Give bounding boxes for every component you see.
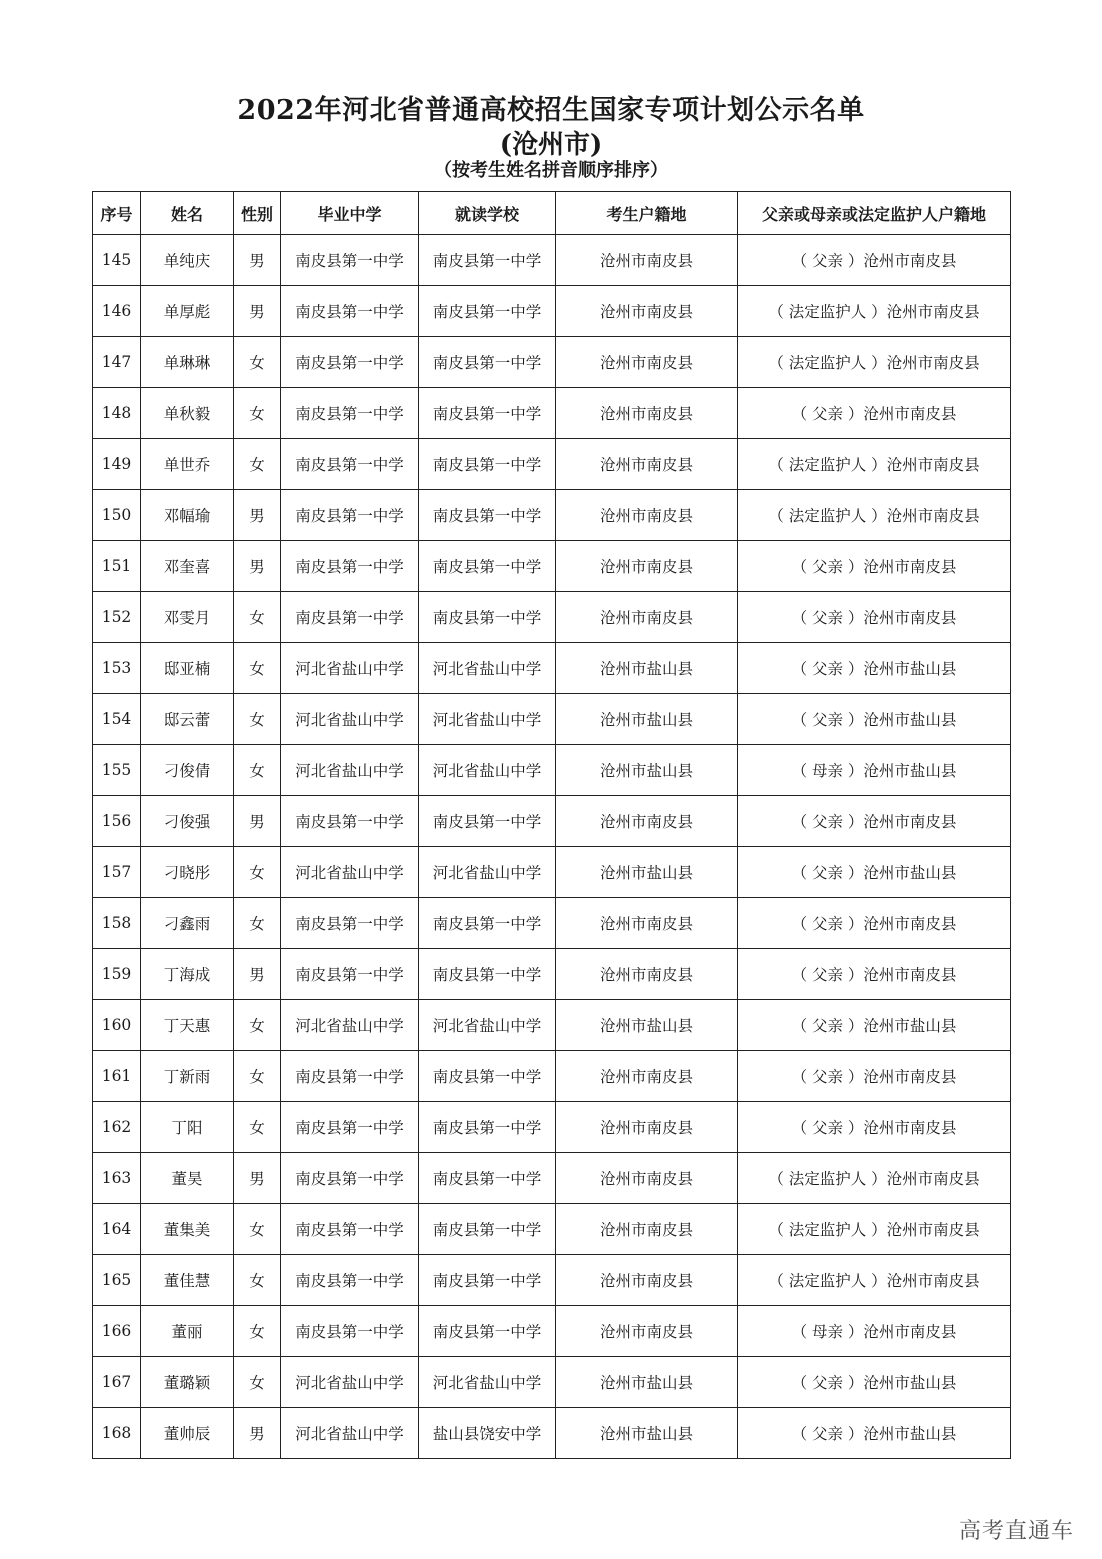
cell-student-household: 沧州市南皮县 [556, 541, 738, 592]
cell-current-school: 南皮县第一中学 [419, 1255, 556, 1306]
cell-name: 邓幅瑜 [141, 490, 234, 541]
cell-serial: 168 [93, 1408, 141, 1459]
cell-gender: 女 [234, 1051, 281, 1102]
cell-student-household: 沧州市盐山县 [556, 1357, 738, 1408]
cell-current-school: 南皮县第一中学 [419, 1153, 556, 1204]
cell-gender: 男 [234, 235, 281, 286]
cell-student-household: 沧州市盐山县 [556, 1000, 738, 1051]
cell-graduated-school: 河北省盐山中学 [281, 643, 419, 694]
cell-student-household: 沧州市南皮县 [556, 1204, 738, 1255]
cell-name: 董璐颖 [141, 1357, 234, 1408]
cell-graduated-school: 南皮县第一中学 [281, 286, 419, 337]
table-row [93, 1255, 1011, 1306]
cell-gender: 女 [234, 439, 281, 490]
cell-student-household: 沧州市南皮县 [556, 898, 738, 949]
cell-graduated-school: 南皮县第一中学 [281, 1153, 419, 1204]
cell-name: 邸云蕾 [141, 694, 234, 745]
cell-gender: 女 [234, 898, 281, 949]
table-header [93, 192, 1011, 235]
table-row [93, 745, 1011, 796]
cell-serial: 159 [93, 949, 141, 1000]
cell-gender: 女 [234, 1204, 281, 1255]
cell-serial: 152 [93, 592, 141, 643]
cell-name: 邓雯月 [141, 592, 234, 643]
cell-serial: 156 [93, 796, 141, 847]
cell-serial: 147 [93, 337, 141, 388]
table-row [93, 1408, 1011, 1459]
cell-student-household: 沧州市南皮县 [556, 1102, 738, 1153]
table-row [93, 796, 1011, 847]
header-row [93, 192, 1011, 235]
cell-graduated-school: 南皮县第一中学 [281, 439, 419, 490]
cell-current-school: 河北省盐山中学 [419, 643, 556, 694]
cell-name: 丁新雨 [141, 1051, 234, 1102]
cell-student-household: 沧州市盐山县 [556, 847, 738, 898]
cell-graduated-school: 河北省盐山中学 [281, 1408, 419, 1459]
cell-gender: 男 [234, 286, 281, 337]
cell-serial: 161 [93, 1051, 141, 1102]
cell-graduated-school: 南皮县第一中学 [281, 1051, 419, 1102]
cell-guardian-household: （ 母亲 ）沧州市盐山县 [738, 745, 1011, 796]
cell-student-household: 沧州市南皮县 [556, 337, 738, 388]
cell-current-school: 南皮县第一中学 [419, 337, 556, 388]
cell-name: 刁俊强 [141, 796, 234, 847]
table-row [93, 1000, 1011, 1051]
cell-name: 丁阳 [141, 1102, 234, 1153]
cell-graduated-school: 南皮县第一中学 [281, 235, 419, 286]
cell-serial: 157 [93, 847, 141, 898]
cell-gender: 女 [234, 388, 281, 439]
cell-guardian-household: （ 父亲 ）沧州市南皮县 [738, 898, 1011, 949]
table-row [93, 286, 1011, 337]
cell-guardian-household: （ 母亲 ）沧州市南皮县 [738, 1306, 1011, 1357]
cell-current-school: 南皮县第一中学 [419, 949, 556, 1000]
cell-student-household: 沧州市南皮县 [556, 949, 738, 1000]
cell-gender: 女 [234, 1000, 281, 1051]
cell-serial: 163 [93, 1153, 141, 1204]
cell-gender: 男 [234, 1408, 281, 1459]
cell-serial: 145 [93, 235, 141, 286]
table-row [93, 1051, 1011, 1102]
table-row [93, 1204, 1011, 1255]
cell-student-household: 沧州市南皮县 [556, 1255, 738, 1306]
cell-gender: 女 [234, 592, 281, 643]
cell-student-household: 沧州市盐山县 [556, 643, 738, 694]
cell-guardian-household: （ 法定监护人 ）沧州市南皮县 [738, 490, 1011, 541]
cell-graduated-school: 河北省盐山中学 [281, 745, 419, 796]
cell-gender: 女 [234, 745, 281, 796]
table-row [93, 337, 1011, 388]
cell-serial: 151 [93, 541, 141, 592]
cell-graduated-school: 南皮县第一中学 [281, 1255, 419, 1306]
cell-graduated-school: 南皮县第一中学 [281, 388, 419, 439]
cell-current-school: 河北省盐山中学 [419, 847, 556, 898]
table-row [93, 388, 1011, 439]
cell-guardian-household: （ 父亲 ）沧州市南皮县 [738, 592, 1011, 643]
table-row [93, 949, 1011, 1000]
table-row [93, 1306, 1011, 1357]
table-row [93, 643, 1011, 694]
cell-current-school: 南皮县第一中学 [419, 592, 556, 643]
cell-student-household: 沧州市南皮县 [556, 235, 738, 286]
cell-student-household: 沧州市盐山县 [556, 1408, 738, 1459]
cell-serial: 167 [93, 1357, 141, 1408]
cell-guardian-household: （ 父亲 ）沧州市南皮县 [738, 388, 1011, 439]
cell-current-school: 河北省盐山中学 [419, 694, 556, 745]
cell-gender: 男 [234, 796, 281, 847]
cell-name: 单厚彪 [141, 286, 234, 337]
cell-gender: 女 [234, 337, 281, 388]
cell-name: 丁海成 [141, 949, 234, 1000]
table-row [93, 847, 1011, 898]
column-header-name: 姓名 [141, 192, 234, 235]
cell-student-household: 沧州市盐山县 [556, 745, 738, 796]
cell-serial: 148 [93, 388, 141, 439]
cell-graduated-school: 南皮县第一中学 [281, 898, 419, 949]
cell-gender: 男 [234, 541, 281, 592]
cell-guardian-household: （ 法定监护人 ）沧州市南皮县 [738, 1204, 1011, 1255]
cell-guardian-household: （ 父亲 ）沧州市盐山县 [738, 1357, 1011, 1408]
cell-current-school: 南皮县第一中学 [419, 1306, 556, 1357]
cell-gender: 女 [234, 1102, 281, 1153]
table-row [93, 490, 1011, 541]
table-row [93, 592, 1011, 643]
roster-table [92, 191, 1011, 1459]
cell-gender: 女 [234, 847, 281, 898]
cell-guardian-household: （ 父亲 ）沧州市南皮县 [738, 1102, 1011, 1153]
cell-graduated-school: 河北省盐山中学 [281, 847, 419, 898]
cell-graduated-school: 南皮县第一中学 [281, 1102, 419, 1153]
cell-serial: 164 [93, 1204, 141, 1255]
cell-graduated-school: 南皮县第一中学 [281, 592, 419, 643]
table-row [93, 1153, 1011, 1204]
cell-serial: 154 [93, 694, 141, 745]
table-row [93, 1102, 1011, 1153]
cell-student-household: 沧州市南皮县 [556, 490, 738, 541]
cell-current-school: 南皮县第一中学 [419, 235, 556, 286]
cell-graduated-school: 南皮县第一中学 [281, 1204, 419, 1255]
cell-serial: 160 [93, 1000, 141, 1051]
cell-gender: 女 [234, 1306, 281, 1357]
table-row [93, 235, 1011, 286]
table-row [93, 1357, 1011, 1408]
cell-graduated-school: 南皮县第一中学 [281, 541, 419, 592]
cell-serial: 158 [93, 898, 141, 949]
column-header-student-household: 考生户籍地 [556, 192, 738, 235]
cell-graduated-school: 南皮县第一中学 [281, 337, 419, 388]
cell-serial: 149 [93, 439, 141, 490]
cell-serial: 146 [93, 286, 141, 337]
cell-guardian-household: （ 父亲 ）沧州市盐山县 [738, 847, 1011, 898]
cell-current-school: 南皮县第一中学 [419, 388, 556, 439]
cell-name: 董昊 [141, 1153, 234, 1204]
cell-serial: 153 [93, 643, 141, 694]
cell-serial: 165 [93, 1255, 141, 1306]
cell-guardian-household: （ 父亲 ）沧州市南皮县 [738, 235, 1011, 286]
cell-current-school: 南皮县第一中学 [419, 439, 556, 490]
column-header-guardian-household: 父亲或母亲或法定监护人户籍地 [738, 192, 1011, 235]
cell-current-school: 盐山县饶安中学 [419, 1408, 556, 1459]
cell-current-school: 河北省盐山中学 [419, 745, 556, 796]
document-title: 2022年河北省普通高校招生国家专项计划公示名单 [237, 95, 865, 126]
cell-serial: 155 [93, 745, 141, 796]
cell-gender: 女 [234, 694, 281, 745]
table-body [93, 235, 1011, 1459]
cell-gender: 女 [234, 643, 281, 694]
table-row [93, 694, 1011, 745]
column-header-current-school: 就读学校 [419, 192, 556, 235]
cell-current-school: 河北省盐山中学 [419, 1000, 556, 1051]
cell-name: 刁鑫雨 [141, 898, 234, 949]
cell-guardian-household: （ 父亲 ）沧州市南皮县 [738, 949, 1011, 1000]
cell-student-household: 沧州市盐山县 [556, 694, 738, 745]
cell-current-school: 南皮县第一中学 [419, 286, 556, 337]
cell-guardian-household: （ 父亲 ）沧州市盐山县 [738, 694, 1011, 745]
cell-graduated-school: 河北省盐山中学 [281, 694, 419, 745]
watermark-text: 高考直通车 [958, 1519, 1074, 1544]
cell-gender: 男 [234, 490, 281, 541]
cell-current-school: 南皮县第一中学 [419, 541, 556, 592]
cell-guardian-household: （ 法定监护人 ）沧州市南皮县 [738, 439, 1011, 490]
cell-guardian-household: （ 父亲 ）沧州市南皮县 [738, 796, 1011, 847]
cell-graduated-school: 南皮县第一中学 [281, 1306, 419, 1357]
cell-gender: 男 [234, 949, 281, 1000]
cell-current-school: 南皮县第一中学 [419, 1051, 556, 1102]
cell-graduated-school: 南皮县第一中学 [281, 490, 419, 541]
cell-student-household: 沧州市南皮县 [556, 592, 738, 643]
cell-name: 单秋毅 [141, 388, 234, 439]
cell-graduated-school: 南皮县第一中学 [281, 949, 419, 1000]
cell-name: 刁俊倩 [141, 745, 234, 796]
column-header-gender: 性别 [234, 192, 281, 235]
cell-graduated-school: 南皮县第一中学 [281, 796, 419, 847]
cell-name: 董集美 [141, 1204, 234, 1255]
cell-student-household: 沧州市南皮县 [556, 388, 738, 439]
cell-current-school: 南皮县第一中学 [419, 1102, 556, 1153]
document-subtitle: (沧州市) [499, 130, 603, 160]
cell-current-school: 南皮县第一中学 [419, 898, 556, 949]
cell-student-household: 沧州市南皮县 [556, 1306, 738, 1357]
cell-graduated-school: 河北省盐山中学 [281, 1000, 419, 1051]
cell-gender: 女 [234, 1255, 281, 1306]
cell-graduated-school: 河北省盐山中学 [281, 1357, 419, 1408]
table-row [93, 439, 1011, 490]
cell-serial: 166 [93, 1306, 141, 1357]
cell-guardian-household: （ 法定监护人 ）沧州市南皮县 [738, 337, 1011, 388]
cell-name: 刁晓彤 [141, 847, 234, 898]
cell-name: 董丽 [141, 1306, 234, 1357]
cell-guardian-household: （ 父亲 ）沧州市盐山县 [738, 1000, 1011, 1051]
cell-current-school: 南皮县第一中学 [419, 490, 556, 541]
table-row [93, 898, 1011, 949]
cell-current-school: 南皮县第一中学 [419, 796, 556, 847]
cell-current-school: 南皮县第一中学 [419, 1204, 556, 1255]
cell-name: 丁天惠 [141, 1000, 234, 1051]
cell-guardian-household: （ 父亲 ）沧州市盐山县 [738, 1408, 1011, 1459]
cell-guardian-household: （ 法定监护人 ）沧州市南皮县 [738, 1255, 1011, 1306]
cell-name: 董帅辰 [141, 1408, 234, 1459]
cell-student-household: 沧州市南皮县 [556, 1051, 738, 1102]
cell-name: 邸亚楠 [141, 643, 234, 694]
cell-name: 单琳琳 [141, 337, 234, 388]
cell-name: 董佳慧 [141, 1255, 234, 1306]
cell-student-household: 沧州市南皮县 [556, 796, 738, 847]
sort-order-note: （按考生姓名拼音顺序排序） [434, 160, 668, 181]
cell-guardian-household: （ 父亲 ）沧州市南皮县 [738, 541, 1011, 592]
table-row [93, 541, 1011, 592]
cell-guardian-household: （ 法定监护人 ）沧州市南皮县 [738, 286, 1011, 337]
cell-serial: 162 [93, 1102, 141, 1153]
cell-name: 单世乔 [141, 439, 234, 490]
cell-guardian-household: （ 法定监护人 ）沧州市南皮县 [738, 1153, 1011, 1204]
column-header-graduated-school: 毕业中学 [281, 192, 419, 235]
cell-name: 邓奎喜 [141, 541, 234, 592]
cell-student-household: 沧州市南皮县 [556, 286, 738, 337]
cell-name: 单纯庆 [141, 235, 234, 286]
cell-current-school: 河北省盐山中学 [419, 1357, 556, 1408]
cell-guardian-household: （ 父亲 ）沧州市盐山县 [738, 643, 1011, 694]
column-header-serial: 序号 [93, 192, 141, 235]
cell-guardian-household: （ 父亲 ）沧州市南皮县 [738, 1051, 1011, 1102]
cell-gender: 男 [234, 1153, 281, 1204]
cell-student-household: 沧州市南皮县 [556, 439, 738, 490]
cell-student-household: 沧州市南皮县 [556, 1153, 738, 1204]
cell-gender: 女 [234, 1357, 281, 1408]
cell-serial: 150 [93, 490, 141, 541]
